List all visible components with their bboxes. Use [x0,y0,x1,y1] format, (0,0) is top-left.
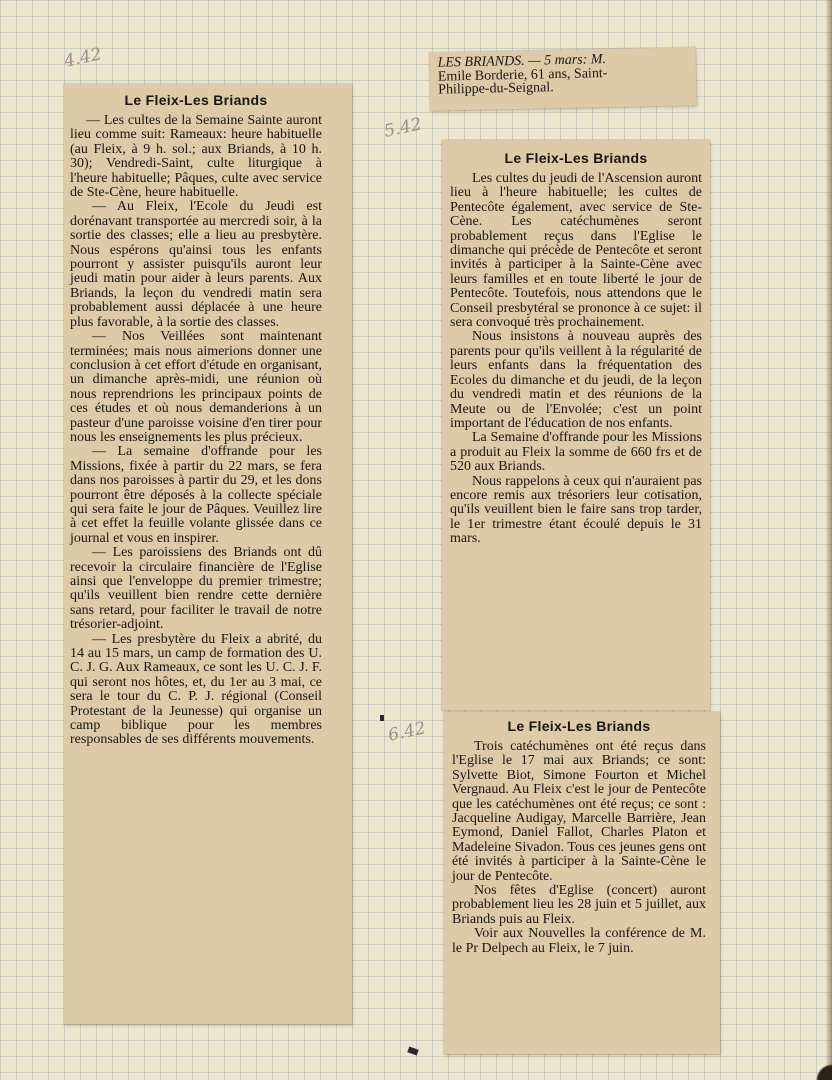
obituary-text [438,51,689,97]
clipping-body [450,172,702,547]
clipping-paragraph: La Semaine d'offrande pour les Missions a produit au Fleix la somme de 660 frs et de 520 aux Briands. [450,430,702,475]
pen-mark [380,715,384,721]
clipping-paragraph: Les cultes du jeudi de l'Ascension auront lieu à l'heure habituelle; les cultes de Pentecôte également, avec service de Ste-Cène. Les catéchumènes seront probablement reçus dans l'Eglise le dimanche qui précède de Pentecôte et seront invités à participer à la Sainte-Cène avec leurs familles et en toute liberté le jour de Pentecôte. Toutefois, nous attendons que le Conseil presbytéral se prononce à ce sujet: il sera convoqué très prochainement. [450,171,702,331]
clipping-june [444,712,720,1054]
clipping-paragraph: — Les presbytère du Fleix a abrité, du 14 au 15 mars, un camp de formation des U. C. J. G. Aux Rameaux, ce sont les U. C. J. F. qui seront nos hôtes, et, du 1er au 3 mai, ce sera le tour du C. P. J. régional (Conseil Protestant de la Jeunesse) qui organise un camp biblique pour les membres responsables de ses différents mouvements. [70,631,322,748]
clipping-paragraph: Trois catéchumènes ont été reçus dans l'Eglise le 17 mai aux Briands; ce sont: Sylvette Biot, Simone Fourton et Michel Vergnaud. Au Fleix c'est le jour de Pentecôte que les catéchumènes ont été reçus; ce sont : Jacqueline Audigay, Marcelle Barrière, Jean Eymond, Daniel Fallot, Charles Platon et Madeleine Sivadon. Tous ces jeunes gens ont été invités à participer à la Sainte-Cène le jour de Pentecôte. [452,739,706,884]
clipping-body [70,114,322,748]
clipping-may [442,140,710,710]
clipping-heading: Le Fleix-Les Briands [507,718,651,734]
obituary-line: Philippe-du-Seignal. [438,80,554,98]
clipping-paragraph: — Nos Veillées sont maintenant terminées; mais nous aimerions donner une conclusion à cet effort d'étude en organisant, un dimanche après-midi, une réunion où nous reprendrions les principaux points de ces études et où nous demanderions à un pasteur d'une paroisse voisine d'en tirer pour nous les enseignements les plus précieux. [70,329,322,445]
pen-mark [407,1046,418,1055]
page-corner-shadow [802,1050,832,1080]
handwritten-date-june: 6.42 [386,718,428,746]
clipping-body [452,740,706,956]
clipping-april [64,84,352,1024]
clipping-paragraph: Nos fêtes d'Eglise (concert) auront probablement lieu les 28 juin et 5 juillet, aux Briands puis au Fleix. [452,883,706,927]
clipping-paragraph: — La semaine d'offrande pour les Missions, fixée à partir du 22 mars, se fera dans nos paroisses à partir du 29, et les dons pourront être déposés à la collecte spéciale qui sera faite le jour de Pâques. Veuillez lire à cet effet la feuille volante glissée dans ce journal et vous en inspirer. [70,444,322,546]
clipping-paragraph: Voir aux Nouvelles la conférence de M. le Pr Delpech au Fleix, le 7 juin. [452,926,706,956]
obituary-line: Emile Borderie, 61 ans, Saint- [437,65,608,85]
obituary-line: LES BRIANDS. — 5 mars: M. [437,52,607,71]
handwritten-date-may: 5.42 [382,114,424,142]
notebook-page-edge [826,0,832,1080]
clipping-paragraph: — Les cultes de la Semaine Sainte auront lieu comme suit: Rameaux: heure habituelle (au Fleix, à 9 h. sol.; aux Briands, à 10 h. 30); Vendredi-Saint, culte liturgique à l'heure habituelle; Pâques, culte avec service de Ste-Cène, heure habituelle. [70,113,322,201]
clipping-paragraph: — Au Fleix, l'Ecole du Jeudi est dorénavant transportée au mercredi soir, à la sortie des classes; elle a lieu au presbytère. Nous espérons qu'ainsi tous les enfants pourront y assister puisqu'ils auront leur jeudi matin pour aider à leurs parents. Aux Briands, la leçon du vendredi matin sera probablement aussi déplacée à une heure plus favorable, à la sortie des classes. [70,199,322,330]
clipping-heading: Le Fleix-Les Briands [504,150,648,166]
clipping-paragraph: Nous insistons à nouveau auprès des parents pour qu'ils veillent à la régularité de leurs enfants dans la fréquentation des Ecoles du dimanche et du jeudi, de la leçon du vendredi matin et des réunions de la Meute ou de l'Envolée; c'est un point important de l'éducation de nos enfants. [450,329,702,431]
handwritten-date-april: 4.42 [62,44,104,72]
clipping-paragraph: — Les paroissiens des Briands ont dû recevoir la circulaire financière de l'Eglise ainsi que l'enveloppe du premier trimestre; qu'ils veuillent bien rendre cette dernière sans retard, pour faciliter le travail de notre trésorier-adjoint. [70,545,322,633]
clipping-paragraph: Nous rappelons à ceux qui n'auraient pas encore remis aux trésoriers leur cotisation, qu'ils veuillent bien le faire sans trop tarder, le 1er trimestre étant écoulé depuis le 31 mars. [450,473,702,547]
clipping-obituary [429,47,696,111]
clipping-heading: Le Fleix-Les Briands [124,92,268,108]
